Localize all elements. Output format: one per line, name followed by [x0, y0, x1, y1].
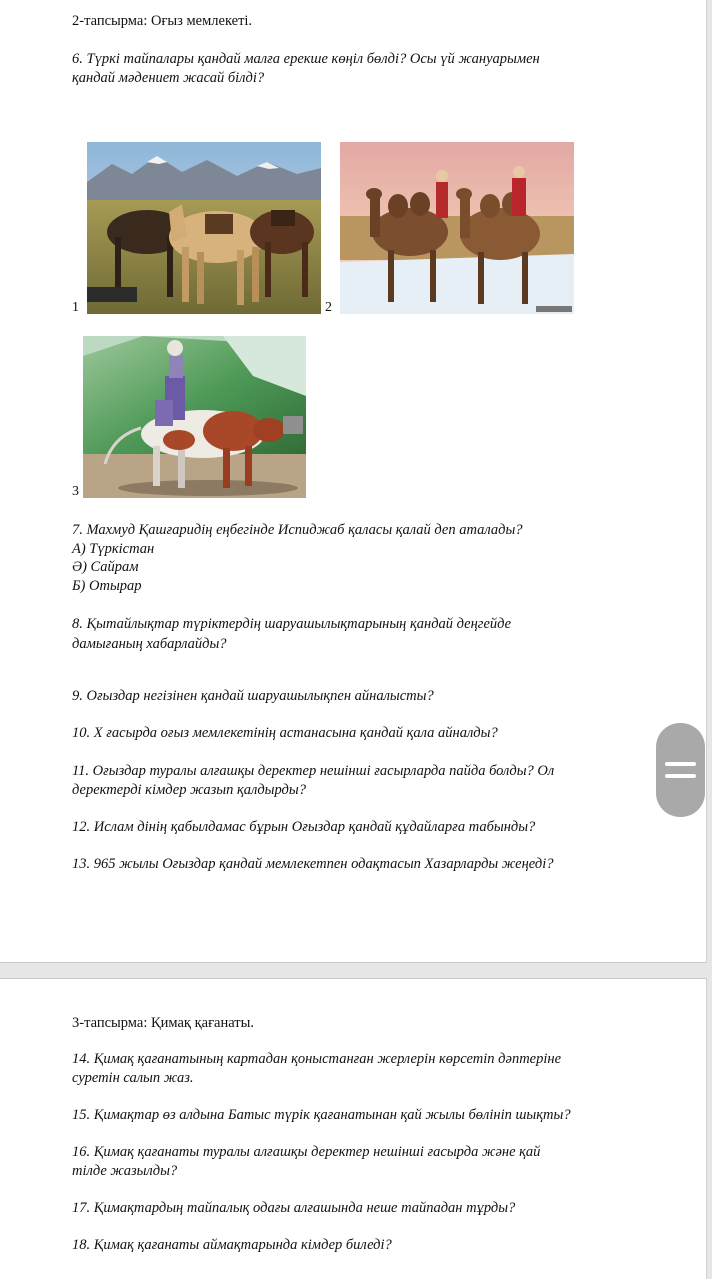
- question-7-option-a: А) Түркістан: [72, 541, 155, 557]
- question-15: 15. Қимақтар өз алдына Батыс түрік қағанатынан қай жылы бөлініп шықты?: [72, 1107, 571, 1123]
- question-12: 12. Ислам дінің қабылдамас бұрын Оғыздар қандай құдайларға табынды?: [72, 819, 536, 835]
- question-11-line-1: 11. Оғыздар туралы алғашқы деректер нешінші ғасырларда пайда болды? Ол: [72, 763, 555, 779]
- woman-riding-bull-photo: [83, 336, 306, 498]
- question-9: 9. Оғыздар негізінен қандай шаруашылықпен айналысты?: [72, 688, 434, 704]
- camels-photo: [340, 142, 574, 314]
- question-6-line-2: қандай мәдениет жасай білді?: [72, 70, 265, 86]
- question-16-line-2: тілде жазылды?: [72, 1163, 178, 1179]
- question-7-option-b: Ә) Сайрам: [72, 559, 139, 575]
- task-title: 2-тапсырма: Оғыз мемлекеті.: [72, 13, 253, 29]
- question-14-line-1: 14. Қимақ қағанатының картадан қоныстанған жерлерін көрсетіп дәптеріне: [72, 1051, 562, 1067]
- drag-handle-icon: [665, 762, 696, 766]
- question-10: 10. Х ғасырда оғыз мемлекетінің астанасына қандай қала айналды?: [72, 725, 498, 741]
- question-7: 7. Махмуд Қашғаридің еңбегінде Испиджаб қаласы қалай деп аталады?: [72, 522, 523, 538]
- question-6-line-1: 6. Түркі тайпалары қандай малға ерекше көңіл бөлді? Осы үй жануарымен: [72, 51, 540, 67]
- question-17: 17. Қимақтардың тайпалық одағы алғашында неше тайпадан тұрды?: [72, 1200, 516, 1216]
- question-8-line-1: 8. Қытайлықтар түріктердің шаруашылықтарының қандай деңгейде: [72, 616, 512, 632]
- scroll-drag-handle[interactable]: [656, 723, 705, 817]
- question-13: 13. 965 жылы Оғыздар қандай мемлекетпен одақтасып Хазарларды жеңеді?: [72, 856, 554, 872]
- horses-photo: [87, 142, 321, 314]
- question-16-line-1: 16. Қимақ қағанаты туралы алғашқы деректер нешінші ғасырда және қай: [72, 1144, 541, 1160]
- image-label-1: 1: [72, 300, 79, 315]
- task-title-2: 3-тапсырма: Қимақ қағанаты.: [72, 1015, 254, 1031]
- image-label-2: 2: [325, 300, 332, 315]
- image-label-3: 3: [72, 484, 79, 499]
- question-7-option-c: Б) Отырар: [72, 578, 142, 594]
- document-page-2: [0, 978, 707, 1279]
- question-11-line-2: деректерді кімдер жазып қалдырды?: [72, 782, 306, 798]
- question-8-line-2: дамығаның хабарлайды?: [72, 636, 227, 652]
- drag-handle-icon: [665, 774, 696, 778]
- question-14-line-2: суретін салып жаз.: [72, 1070, 194, 1086]
- question-18: 18. Қимақ қағанаты аймақтарында кімдер биледі?: [72, 1237, 392, 1253]
